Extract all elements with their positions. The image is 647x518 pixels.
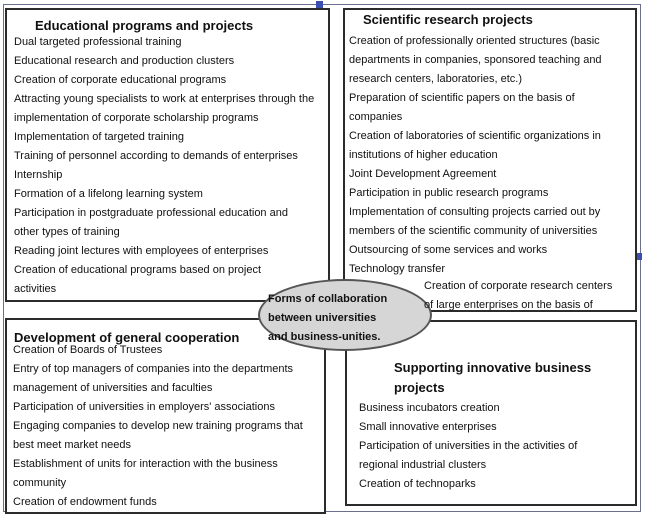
list-item: Business incubators creation bbox=[359, 402, 500, 414]
list-item: Educational research and production clusters bbox=[14, 55, 235, 67]
list-item: Small innovative enterprises bbox=[359, 421, 497, 433]
scientific-research-title: Scientific research projects bbox=[363, 12, 533, 27]
list-item: other types of training bbox=[14, 226, 120, 238]
list-item: community bbox=[13, 477, 67, 489]
list-item: best meet market needs bbox=[13, 439, 132, 451]
list-item: management of universities and faculties bbox=[13, 382, 213, 394]
center-oval-line: Forms of collaboration bbox=[268, 293, 388, 305]
scientific-research-overflow bbox=[424, 277, 612, 315]
list-item: Creation of Boards of Trustees bbox=[13, 344, 163, 356]
list-item: companies bbox=[349, 111, 403, 123]
center-oval-label bbox=[268, 290, 387, 347]
list-item: Creation of professionally oriented structures (basic bbox=[349, 35, 600, 47]
list-item: Creation of corporate educational programs bbox=[14, 74, 227, 86]
list-item: Internship bbox=[14, 169, 63, 181]
educational-programs-title: Educational programs and projects bbox=[35, 18, 254, 33]
center-oval-line: between universities bbox=[268, 312, 377, 324]
educational-programs-list bbox=[14, 33, 314, 299]
list-item: Engaging companies to develop new training programs that bbox=[13, 420, 303, 432]
list-item: Formation of a lifelong learning system bbox=[14, 188, 203, 200]
innovative-business-list bbox=[359, 399, 577, 494]
list-item: Outsourcing of some services and works bbox=[349, 244, 548, 256]
list-item: Joint Development Agreement bbox=[349, 168, 497, 180]
list-item: Implementation of targeted training bbox=[14, 131, 184, 143]
list-item: Participation in public research programs bbox=[349, 187, 549, 199]
scientific-research-list bbox=[349, 32, 602, 279]
innovative-business-title bbox=[394, 358, 591, 398]
list-item: Reading joint lectures with employees of enterprises bbox=[14, 245, 269, 257]
list-item: Creation of laboratories of scientific organizations in bbox=[349, 130, 601, 142]
list-item: Dual targeted professional training bbox=[14, 36, 182, 48]
list-item: departments in companies, sponsored teaching and bbox=[349, 54, 602, 66]
list-item: research centers, laboratories, etc.) bbox=[349, 73, 523, 85]
list-item: institutions of higher education bbox=[349, 149, 498, 161]
innovative-business-title-line: projects bbox=[394, 380, 445, 395]
list-item: Creation of educational programs based on project bbox=[14, 264, 262, 276]
list-item: implementation of corporate scholarship programs bbox=[14, 112, 259, 124]
list-item: Participation of universities in the activities of bbox=[359, 440, 578, 452]
list-item: Technology transfer bbox=[349, 263, 445, 275]
list-item: of large enterprises on the basis of bbox=[424, 299, 593, 311]
list-item: Preparation of scientific papers on the basis of bbox=[349, 92, 575, 104]
list-item: Creation of endowment funds bbox=[13, 496, 157, 508]
list-item: Participation of universities in employers' associations bbox=[13, 401, 275, 413]
general-cooperation-title: Development of general cooperation bbox=[14, 330, 240, 345]
list-item: Attracting young specialists to work at enterprises through the bbox=[14, 93, 315, 105]
list-item: Participation in postgraduate professional education and bbox=[14, 207, 288, 219]
list-item: Creation of corporate research centers bbox=[424, 280, 613, 292]
list-item: Training of personnel according to demands of enterprises bbox=[14, 150, 298, 162]
list-item: regional industrial clusters bbox=[359, 459, 487, 471]
list-item: Implementation of consulting projects carried out by bbox=[349, 206, 601, 218]
resize-handle-top[interactable] bbox=[316, 1, 323, 8]
general-cooperation-list bbox=[13, 341, 303, 512]
center-oval-line: and business-unities. bbox=[268, 331, 381, 343]
list-item: Establishment of units for interaction with the business bbox=[13, 458, 278, 470]
list-item: activities bbox=[14, 283, 57, 295]
innovative-business-title-line: Supporting innovative business bbox=[394, 360, 592, 375]
list-item: members of the scientific community of universities bbox=[349, 225, 598, 237]
list-item: Entry of top managers of companies into the departments bbox=[13, 363, 294, 375]
list-item: Creation of technoparks bbox=[359, 478, 476, 490]
